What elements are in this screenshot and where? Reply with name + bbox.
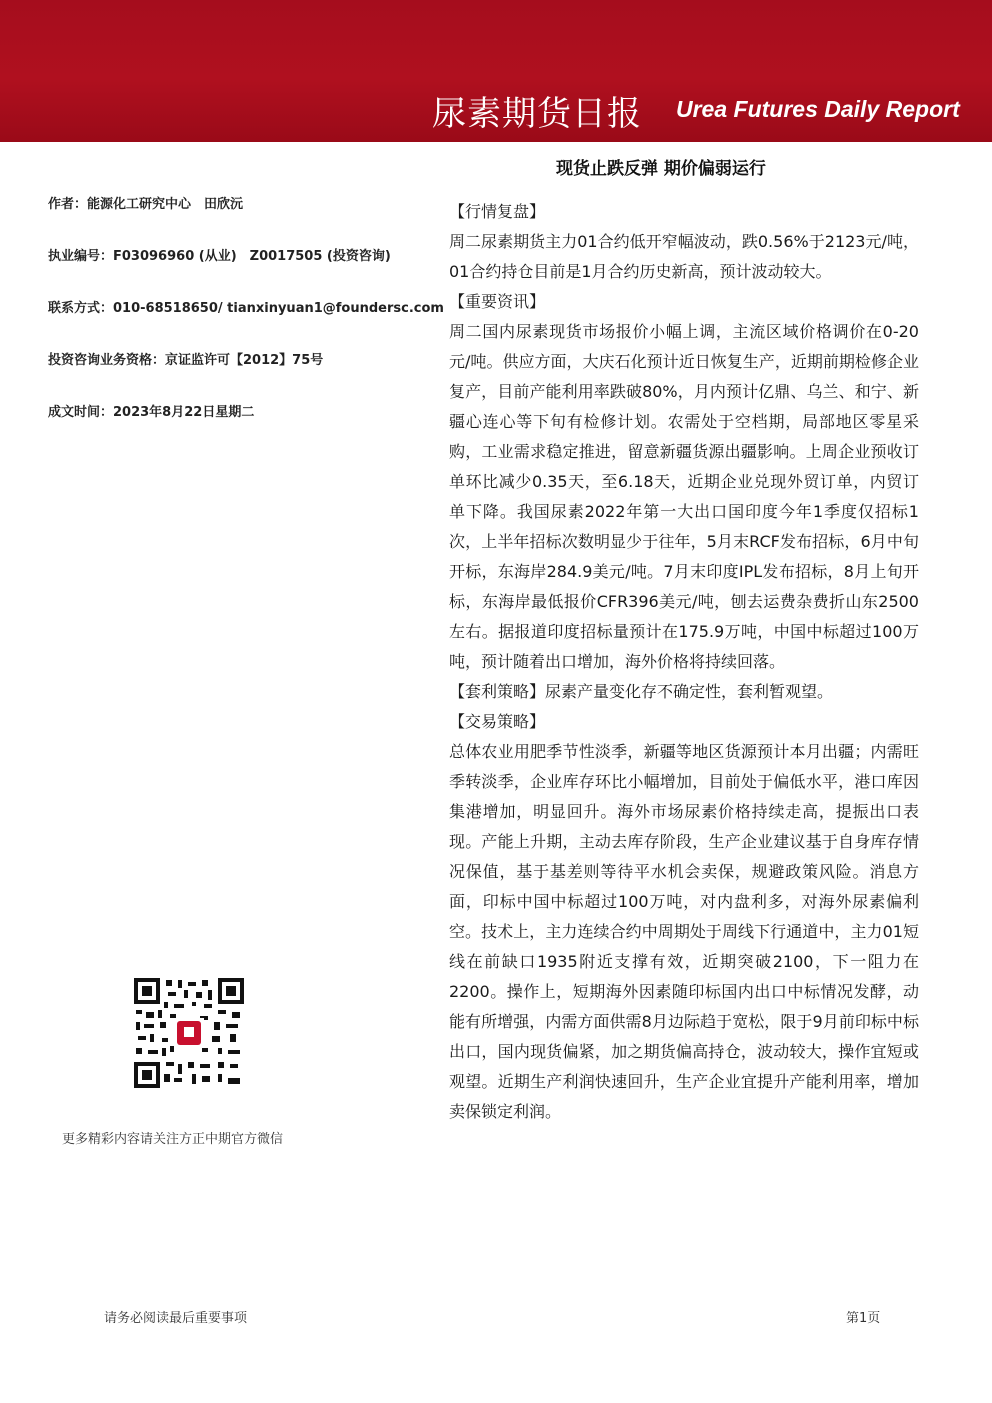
author-line: 作者：能源化工研究中心 田欣沅 xyxy=(48,197,244,212)
qr-caption: 更多精彩内容请关注方正中期官方微信 xyxy=(62,1132,284,1147)
section-heading-market-review: 【行情复盘】 xyxy=(449,202,546,221)
report-body xyxy=(449,197,919,1127)
qr-code-icon xyxy=(134,978,244,1088)
qualification-line: 投资咨询业务资格：京证监许可【2012】75号 xyxy=(48,353,324,368)
report-header-banner xyxy=(0,0,992,142)
paragraph-arbitrage-strategy: 【套利策略】尿素产量变化存不确定性，套利暂观望。 xyxy=(449,682,834,701)
section-heading-key-news: 【重要资讯】 xyxy=(449,292,546,311)
paragraph-market-review: 周二尿素期货主力01合约低开窄幅波动，跌0.56%于2123元/吨，01合约持仓目前是1月合约历史新高，预计波动较大。 xyxy=(449,232,919,281)
report-title-cn: 尿素期货日报 xyxy=(432,94,642,134)
section-heading-trading-strategy: 【交易策略】 xyxy=(449,712,546,731)
footer-page-number: 第1页 xyxy=(846,1311,881,1326)
paragraph-trading-strategy: 总体农业用肥季节性淡季，新疆等地区货源预计本月出疆；内需旺季转淡季，企业库存环比小幅增加，目前处于偏低水平，港口库因集港增加，明显回升。海外市场尿素价格持续走高，提振出口表现。产能上升期，主动去库存阶段，生产企业建议基于自身库存情况保值，基于基差则等待平水机会卖保，规避政策风险。消息方面，印标中国中标超过100万吨，对内盘利多，对海外尿素偏利空。技术上，主力连续合约中周期处于周线下行通道中，主力01短线在前缺口1935附近支撑有效，近期突破2100，下一阻力在2200。操作上，短期海外因素随印标国内出口中标情况发酵，动能有所增强，内需方面供需8月边际趋于宽松，限于9月前印标中标出口，国内现货偏紧，加之期货偏高持仓，波动较大，操作宜短或观望。近期生产利润快速回升，生产企业宜提升产能利用率，增加卖保锁定利润。 xyxy=(449,742,919,1121)
license-number-line: 执业编号：F03096960 (从业) Z0017505 (投资咨询) xyxy=(48,249,391,264)
document-headline: 现货止跌反弹 期价偏弱运行 xyxy=(556,159,766,179)
report-title-en: Urea Futures Daily Report xyxy=(676,96,960,122)
date-line: 成文时间：2023年8月22日星期二 xyxy=(48,405,255,420)
contact-line: 联系方式：010-68518650/ tianxinyuan1@foundersc.com xyxy=(48,301,444,316)
footer-disclaimer: 请务必阅读最后重要事项 xyxy=(104,1311,248,1326)
paragraph-key-news: 周二国内尿素现货市场报价小幅上调，主流区域价格调价在0-20元/吨。供应方面，大庆石化预计近日恢复生产，近期前期检修企业复产，目前产能利用率跌破80%，月内预计亿鼎、乌兰、和宁、新疆心连心等下旬有检修计划。农需处于空档期，局部地区零星采购，工业需求稳定推进，留意新疆货源出疆影响。上周企业预收订单环比减少0.35天，至6.18天，近期企业兑现外贸订单，内贸订单下降。我国尿素2022年第一大出口国印度今年1季度仅招标1次，上半年招标次数明显少于往年，5月末RCF发布招标，6月中旬开标，东海岸284.9美元/吨。7月末印度IPL发布招标，8月上旬开标，东海岸最低报价CFR396美元/吨，刨去运费杂费折山东2500左右。据报道印度招标量预计在175.9万吨，中国中标超过100万吨，预计随着出口增加，海外价格将持续回落。 xyxy=(449,322,919,671)
